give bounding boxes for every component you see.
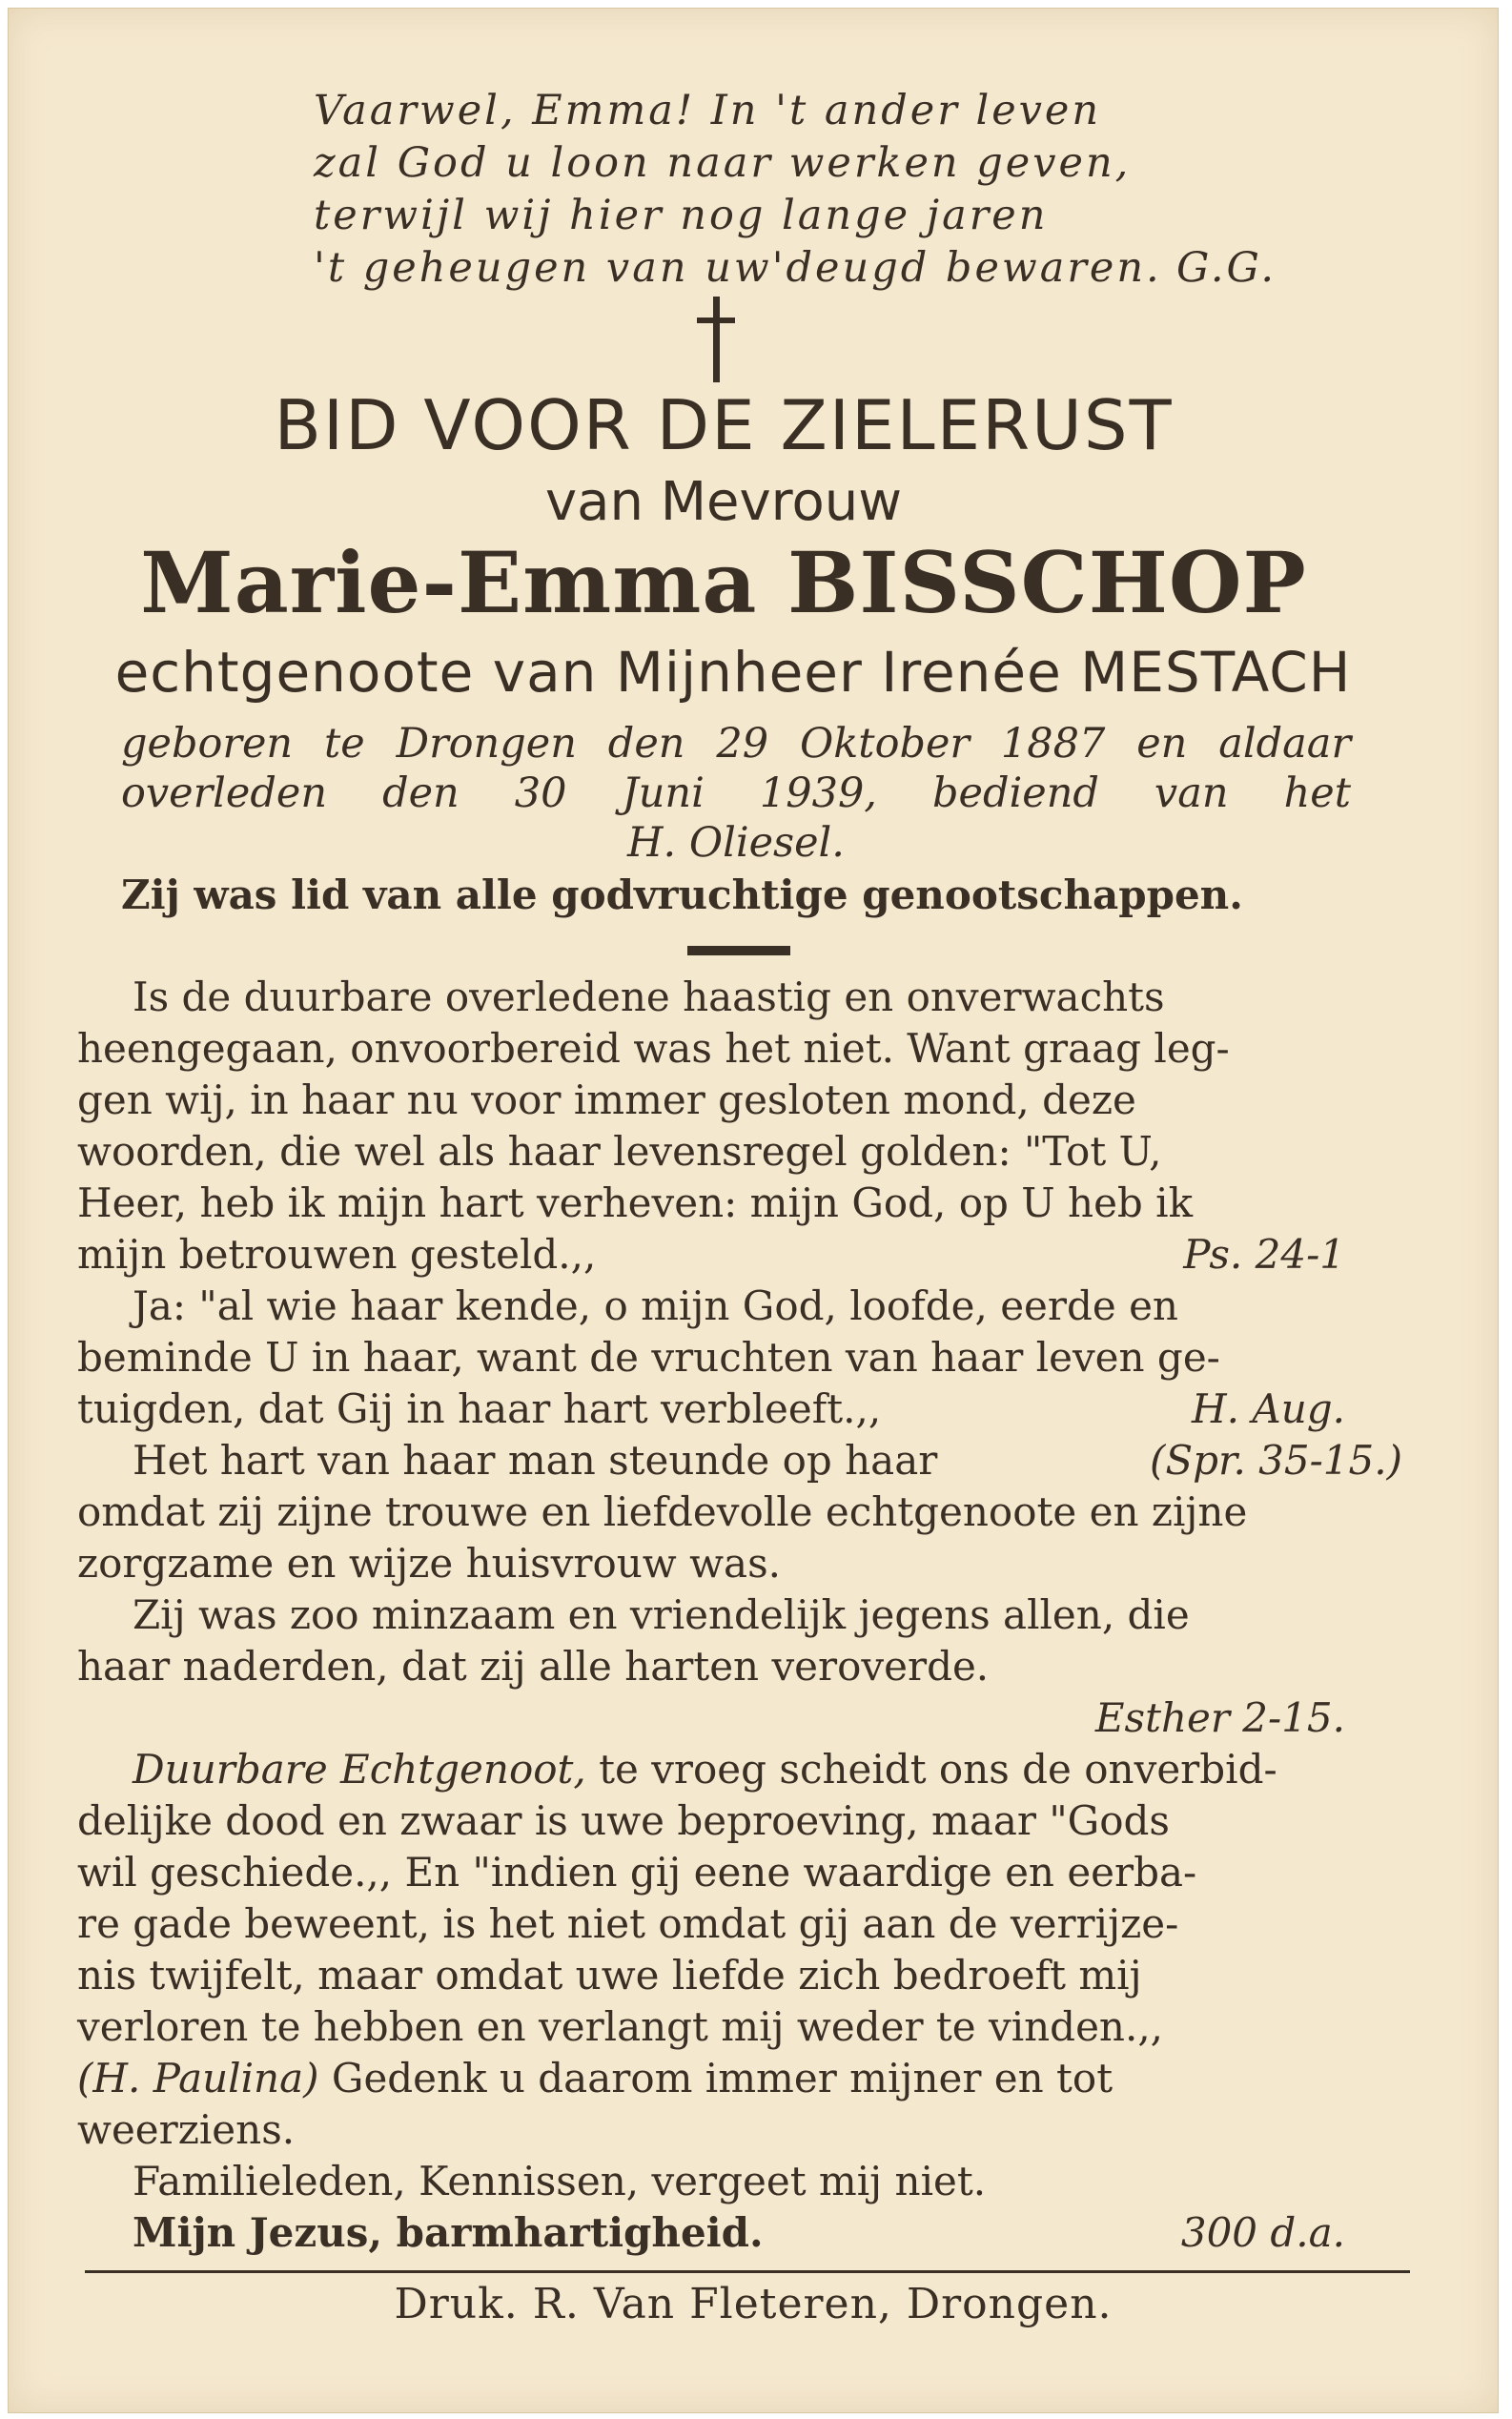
text-line: zorgzame en wijze huisvrouw was. <box>77 1540 781 1587</box>
memorial-text <box>77 972 1402 2259</box>
death-line: overleden den 30 Juni 1939, bediend van het <box>121 769 1351 817</box>
text-line: weerziens. <box>77 2106 296 2153</box>
text-line <box>77 1384 1402 1435</box>
text-line: Ja: "al wie haar kende, o mijn God, loofde, eerde en <box>133 1282 1178 1329</box>
birth-death-details <box>121 719 1351 868</box>
text-line: Familieleden, Kennissen, vergeet mij niet. <box>133 2158 987 2204</box>
text-line: Is de duurbare overledene haastig en onverwachts <box>133 974 1165 1020</box>
poem-signature: G.G. <box>1176 244 1277 292</box>
text-line <box>77 1229 1402 1281</box>
text-line: Zij was zoo minzaam en vriendelijk jegens allen, die <box>133 1591 1190 1638</box>
deceased-name: Marie-Emma BISSCHOP <box>140 533 1307 632</box>
cross-icon <box>697 297 735 382</box>
memorial-card <box>8 8 1499 2413</box>
text-segment: te vroeg scheidt ons de onverbid- <box>599 1746 1277 1793</box>
scripture-reference: Esther 2-15. <box>1094 1694 1345 1741</box>
text-line: nis twijfelt, maar omdat uwe liefde zich bedroeft mij <box>77 1952 1142 1999</box>
spouse-line: echtgenoote van Mijnheer Irenée MESTACH <box>114 640 1352 705</box>
text-segment: mijn betrouwen gesteld.,, <box>77 1231 597 1278</box>
title-line: van Mevrouw <box>544 471 902 533</box>
text-line: delijke dood en zwaar is uwe beproeving, maar "Gods <box>77 1797 1170 1844</box>
text-line: verloren te hebben en verlangt mij weder te vinden.,, <box>77 2003 1164 2050</box>
text-line <box>77 1744 1402 1795</box>
text-line <box>77 2053 1402 2104</box>
text-segment: tuigden, dat Gij in haar hart verbleeft.,, <box>77 1385 882 1432</box>
text-line: re gade beweent, is het niet omdat gij aan de verrijze- <box>77 1900 1179 1947</box>
indulgence-note: 300 d.a. <box>1180 2209 1345 2256</box>
scripture-reference: H. Aug. <box>1192 1385 1345 1432</box>
text-segment: Duurbare Echtgenoot, <box>133 1746 586 1793</box>
sacrament-line: H. Oliesel. <box>627 819 845 867</box>
poem-line: zal God u loon naar werken geven, <box>314 139 1132 187</box>
text-line <box>77 1435 1402 1486</box>
scripture-reference: Ps. 24-1 <box>1183 1231 1345 1278</box>
text-line: gen wij, in haar nu voor immer gesloten mond, deze <box>77 1076 1136 1123</box>
text-line <box>77 1692 1402 1744</box>
poem-last-line <box>314 242 1277 295</box>
text-segment: Het hart van haar man steunde op haar <box>133 1437 938 1484</box>
poem-line: terwijl wij hier nog lange jaren <box>314 192 1049 239</box>
text-line: woorden, die wel als haar levensregel golden: "Tot U, <box>77 1128 1162 1175</box>
text-segment: Gedenk u daarom immer mijner en tot <box>331 2055 1114 2101</box>
birth-line: geboren te Drongen den 29 Oktober 1887 en aldaar <box>121 720 1351 768</box>
text-line: heengegaan, onvoorbereid was het niet. Want graag leg- <box>77 1025 1230 1072</box>
text-line: wil geschiede.,, En "indien gij eene waardige en eerba- <box>77 1849 1197 1896</box>
text-line: omdat zij zijne trouwe en liefdevolle echtgenoote en zijne <box>77 1488 1248 1535</box>
membership-line: Zij was lid van alle godvruchtige genootschappen. <box>121 871 1243 918</box>
pray-heading: BID VOOR DE ZIELERUST <box>274 385 1174 465</box>
scripture-reference: (H. Paulina) <box>77 2055 319 2101</box>
poem-line: Vaarwel, Emma! In 't ander leven <box>314 87 1102 134</box>
text-line: beminde U in haar, want de vruchten van haar leven ge- <box>77 1334 1220 1381</box>
printer-credit: Druk. R. Van Fleteren, Drongen. <box>394 2280 1113 2328</box>
text-line <box>77 2207 1402 2259</box>
text-line: Heer, heb ik mijn hart verheven: mijn God, op U heb ik <box>77 1179 1194 1226</box>
poem-line: 't geheugen van uw'deugd bewaren. <box>314 244 1162 292</box>
prayer-line: Mijn Jezus, barmhartigheid. <box>133 2209 764 2256</box>
scripture-reference: (Spr. 35-15.) <box>1149 1437 1402 1484</box>
text-line: haar naderden, dat zij alle harten veroverde. <box>77 1643 990 1690</box>
divider <box>687 946 790 955</box>
farewell-poem <box>314 85 1277 295</box>
footer-rule <box>85 2270 1410 2273</box>
